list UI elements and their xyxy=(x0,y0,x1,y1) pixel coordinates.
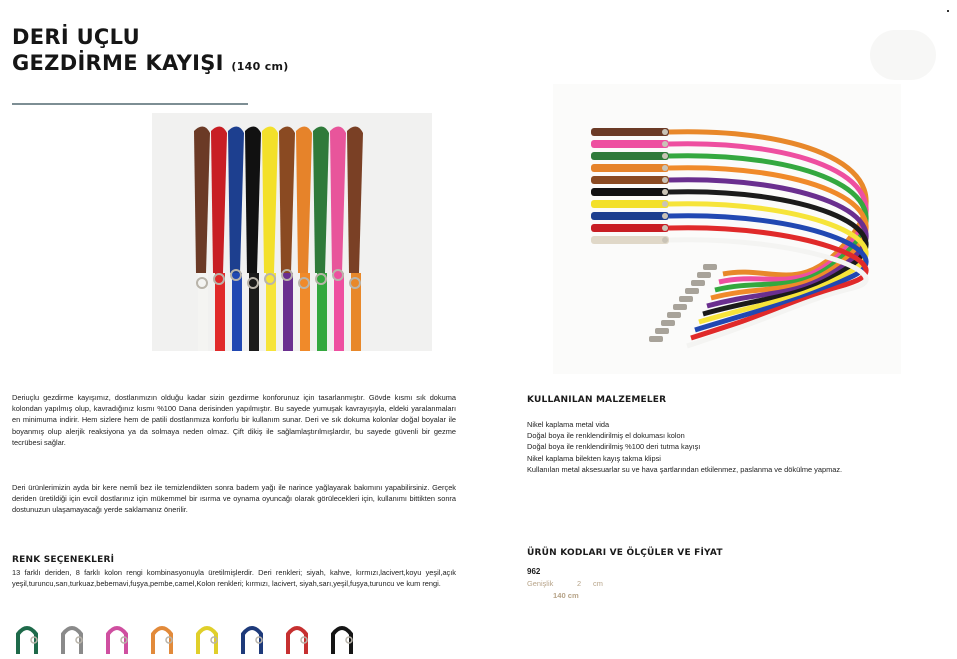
leash-leather-handle xyxy=(591,200,669,208)
leash-leather-handle xyxy=(591,164,669,172)
leash-clip xyxy=(673,304,687,310)
swatch-loop xyxy=(288,628,306,654)
leash-leather-loop xyxy=(313,126,329,273)
width-value: 2 xyxy=(577,579,582,588)
color-swatch xyxy=(59,620,85,654)
leash-hanging xyxy=(296,126,312,351)
length-value: 140 cm xyxy=(553,591,579,600)
leash-clip xyxy=(667,312,681,318)
color-swatch-leash-icon xyxy=(104,620,130,654)
leash-rivet xyxy=(662,141,668,147)
leash-clip xyxy=(685,288,699,294)
color-swatch-leash-icon xyxy=(284,620,310,654)
width-unit: cm xyxy=(593,579,603,588)
leash-leather-handle xyxy=(591,212,669,220)
leash-hanging xyxy=(347,126,363,351)
title-unit: (140 cm) xyxy=(231,60,289,73)
color-swatch xyxy=(239,620,265,654)
leash-clip xyxy=(679,296,693,302)
title-line-2 xyxy=(12,50,289,80)
page-title xyxy=(12,24,289,80)
leash-leather-loop xyxy=(228,126,244,273)
color-swatch-leash-icon xyxy=(59,620,85,654)
leash-leather-handle xyxy=(591,236,669,244)
leash-leather-loop xyxy=(279,126,295,273)
leash-leather-handle xyxy=(591,152,669,160)
leash-rivet xyxy=(662,189,668,195)
leash-clip xyxy=(697,272,711,278)
description-paragraph-1: Deriuçlu gezdirme kayışımız, dostlarımızın olduğu kadar sizin gezdirme konforunuz için tasarlanmıştır. Gövde kısmı sık dokuma kolondan yapılmış olup, kavradığınız kısmı %100 Dana derisinden yapılmıştır. Bu sayede yumuşak kavrayışıyla, eldeki yaralanmaları en minimuma indirir. Hem sizlere hem de patili dostlarımıza konforlu bir kullanım sunar. Deri ve sık dokuma kolonlar doğal boyalar ile boyanmış olup alerjik reaksiyona ya da solmaya neden olmaz. Çift dikiş ile sağlamlaştırılmışlardır, bu sayede güvenli bir gezme tecrübesi sağlar. xyxy=(12,393,456,447)
swatch-loop xyxy=(198,628,216,654)
leash-rivet xyxy=(662,201,668,207)
leash-clip xyxy=(691,280,705,286)
leash-rivet xyxy=(662,177,668,183)
color-swatch-leash-icon xyxy=(14,620,40,654)
leash-strap xyxy=(334,273,344,351)
color-options-text: 13 farklı deriden, 8 farklı kolon rengi kombinasyonuyla üretilmişlerdir. Deri renkleri; siyah, kahve, kırmızı,lacivert,koyu yeşil,açık yeşil,turuncu,sarı,turkuaz,bebemavi,fuşya,pembe,camel,Kolon renkleri; kırmızı, lacivert, siyah,sarı,yeşil,fuşya,turuncu ve kum rengi. xyxy=(12,568,456,589)
product-photo-fanned-leashes xyxy=(553,84,901,374)
leash-strap xyxy=(283,273,293,351)
materials-item: Doğal boya ile renklendirilmiş el dokuması kolon xyxy=(527,431,685,441)
leash-rivet xyxy=(662,129,668,135)
materials-item: Nikel kaplama bilekten kayış takma klipsi xyxy=(527,453,661,463)
leash-leather-handle xyxy=(591,188,669,196)
leash-rivet xyxy=(662,153,668,159)
color-swatch xyxy=(284,620,310,654)
corner-mark xyxy=(947,10,949,12)
leash-hanging xyxy=(279,126,295,351)
leash-hanging xyxy=(262,126,278,351)
leash-rivet xyxy=(662,237,668,243)
leash-hanging xyxy=(330,126,346,351)
swatch-loop xyxy=(153,628,171,654)
color-swatch-leash-icon xyxy=(194,620,220,654)
color-options-heading: RENK SEÇENEKLERİ xyxy=(12,555,115,565)
leash-hanging xyxy=(194,126,210,351)
leash-leather-loop xyxy=(347,126,363,273)
leash-strap xyxy=(232,273,242,351)
color-swatch xyxy=(194,620,220,654)
color-swatch-leash-icon xyxy=(239,620,265,654)
leash-hanging xyxy=(313,126,329,351)
color-swatch-leash-icon xyxy=(149,620,175,654)
leash-rivet xyxy=(662,225,668,231)
color-swatch-leash-icon xyxy=(329,620,355,654)
leash-leather-handle xyxy=(591,140,669,148)
hanging-leashes-illustration xyxy=(152,113,432,351)
color-swatches-row xyxy=(14,620,364,654)
leash-leather-handle xyxy=(591,224,669,232)
leash-leather-loop xyxy=(245,126,261,273)
color-swatch xyxy=(104,620,130,654)
color-swatch xyxy=(14,620,40,654)
materials-item: Nikel kaplama metal vida xyxy=(527,420,610,429)
leash-hanging xyxy=(228,126,244,351)
leash-rivet xyxy=(662,165,668,171)
leash-clip xyxy=(661,320,675,326)
leash-leather-handle xyxy=(591,176,669,184)
fanned-leashes-illustration xyxy=(553,84,901,374)
color-swatch xyxy=(329,620,355,654)
title-divider xyxy=(12,103,248,105)
leash-rivet xyxy=(662,213,668,219)
materials-item: Kullanılan metal aksesuarlar su ve hava şartlarından etkilenmez, paslanma ve dökülme yapmaz. xyxy=(527,464,843,474)
product-photo-hanging-leashes xyxy=(152,113,432,351)
leash-leather-loop xyxy=(296,126,312,273)
leash-leather-loop xyxy=(330,126,346,273)
leash-leather-loop xyxy=(211,126,227,273)
leash-leather-handle xyxy=(591,128,669,136)
leash-hanging xyxy=(245,126,261,351)
title-line-2-text: GEZDİRME KAYIŞI xyxy=(12,51,224,75)
color-swatch xyxy=(149,620,175,654)
materials-item: Doğal boya ile renklendirilmiş %100 deri tutma kayışı xyxy=(527,442,701,452)
leash-leather-loop xyxy=(262,126,278,273)
description-paragraph-2: Deri ürünlerimizin ayda bir kere nemli bez ile temizlendikten sonra badem yağı ile narince yağlayarak bakımını yapabilirsiniz. Gerçek deriden üretildiği için evcil dostlarınız için mükemmel bir ısırma ve oynama oyuncağı olarak görülecekleri için, kullanımı bittikten sonra dostunuzun ulaşamayacağı yerde saklamanız önerilir. xyxy=(12,483,456,515)
leash-hanging xyxy=(211,126,227,351)
decorative-fade xyxy=(870,30,936,80)
swatch-loop xyxy=(63,628,81,654)
title-line-1: DERİ UÇLU xyxy=(12,25,140,49)
swatch-loop xyxy=(108,628,126,654)
materials-list xyxy=(527,419,947,475)
leash-clip xyxy=(655,328,669,334)
materials-heading: KULLANILAN MALZEMELER xyxy=(527,395,667,405)
leash-clip xyxy=(649,336,663,342)
swatch-loop xyxy=(243,628,261,654)
swatch-loop xyxy=(18,628,36,654)
swatch-loop xyxy=(333,628,351,654)
width-label: Genişlik xyxy=(527,579,554,588)
product-codes-heading: ÜRÜN KODLARI VE ÖLÇÜLER VE FİYAT xyxy=(527,548,723,558)
leash-clip xyxy=(703,264,717,270)
leash-leather-loop xyxy=(194,126,210,273)
product-code: 962 xyxy=(527,567,541,576)
